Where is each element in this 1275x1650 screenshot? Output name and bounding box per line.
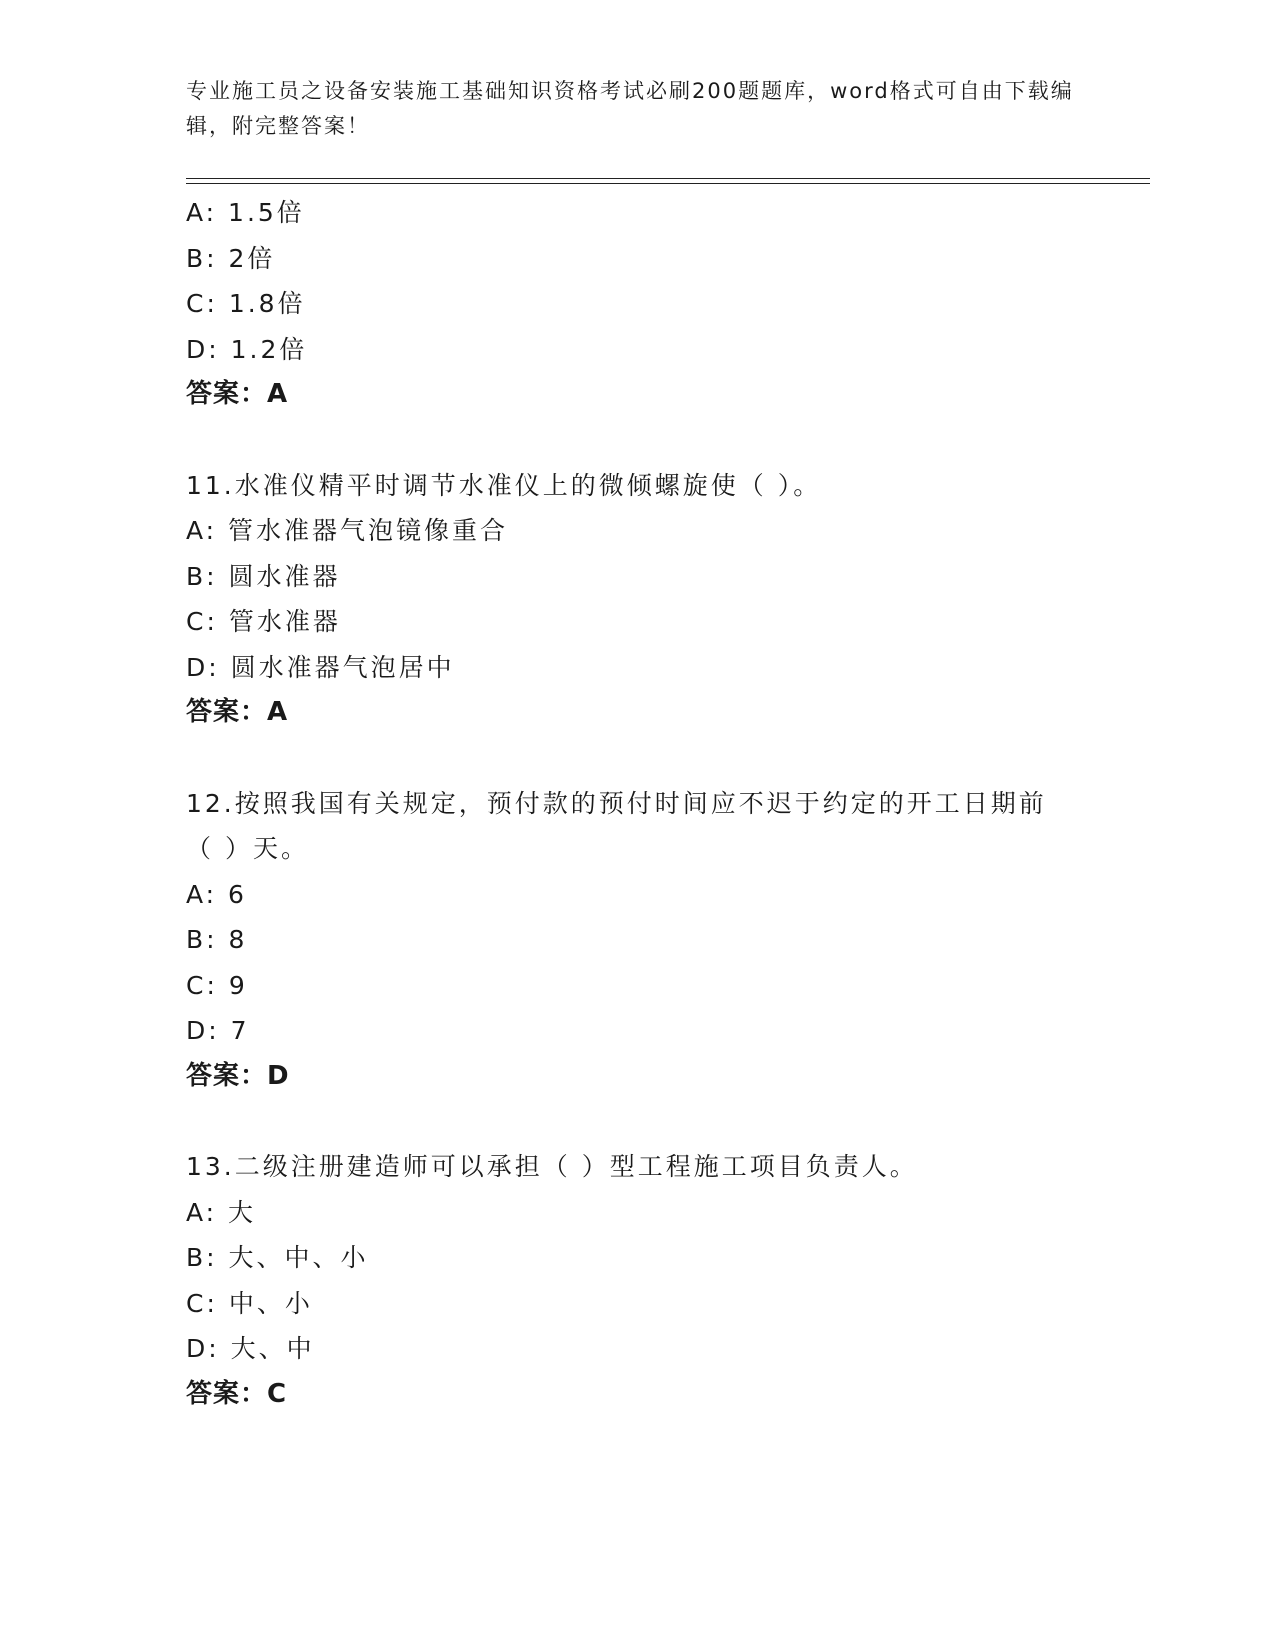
option-c: C: 中、小	[186, 1288, 313, 1318]
answer-label: 答案：A	[186, 697, 289, 727]
option-d: D: 大、中	[186, 1334, 315, 1363]
option-a: A: 1.5倍	[186, 198, 305, 227]
option-b: B: 2倍	[186, 243, 276, 273]
option-c: C: 9	[186, 970, 248, 1000]
document-header: 专业施工员之设备安装施工基础知识资格考试必刷200题题库，word格式可自由下载编辑，附完整答案！	[186, 79, 1074, 138]
question-block-11	[186, 463, 1086, 736]
question-text: 11.水准仪精平时调节水准仪上的微倾螺旋使（ ）。	[186, 470, 822, 500]
question-text: 12.按照我国有关规定，预付款的预付时间应不迟于约定的开工日期前（ ）天。	[186, 788, 1047, 863]
option-c: C: 1.8倍	[186, 289, 306, 318]
option-b: B: 圆水准器	[186, 561, 341, 591]
spacer	[186, 1099, 1086, 1144]
header-divider-bottom	[186, 183, 1150, 184]
option-d: D: 1.2倍	[186, 334, 308, 364]
option-a: A: 6	[186, 879, 247, 909]
option-b: B: 8	[186, 925, 248, 954]
spacer	[186, 736, 1086, 781]
answer-label: 答案：D	[186, 1060, 290, 1091]
question-list	[186, 190, 1086, 1417]
option-d: D: 7	[186, 1016, 250, 1045]
question-block-13	[186, 1144, 1086, 1417]
option-d: D: 圆水准器气泡居中	[186, 652, 455, 682]
question-block-12	[186, 781, 1086, 1100]
option-b: B: 大、中、小	[186, 1243, 369, 1272]
answer-label: 答案：A	[186, 379, 289, 409]
answer-label: 答案：C	[186, 1378, 288, 1409]
option-c: C: 管水准器	[186, 607, 341, 636]
question-text: 13.二级注册建造师可以承担（ ）型工程施工项目负责人。	[186, 1152, 918, 1181]
header-divider-top	[186, 178, 1150, 179]
option-a: A: 管水准器气泡镜像重合	[186, 516, 509, 545]
spacer	[186, 418, 1086, 463]
option-a: A: 大	[186, 1197, 257, 1227]
question-block-10	[186, 190, 1086, 418]
